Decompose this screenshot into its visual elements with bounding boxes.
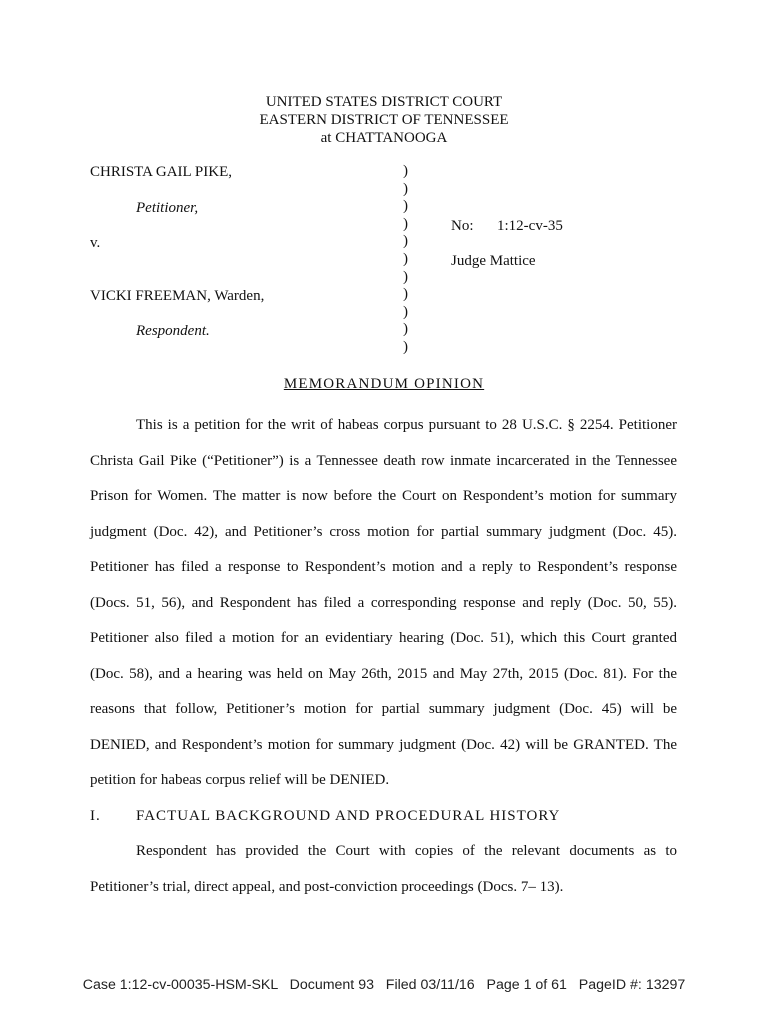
respondent-role: Respondent. [136, 323, 210, 339]
document-title: MEMORANDUM OPINION [283, 376, 485, 392]
court-division: at CHATTANOOGA [320, 130, 448, 146]
case-number-label: No: [451, 218, 474, 234]
paragraph: This is a petition for the writ of habeas corpus pursuant to 28 U.S.C. § 2254. Petitioner Christa Gail Pike (“Petitioner”) is a Tennessee death row inmate incarcerated in the Tennessee Prison for Women. The matter is now before the Court on Respondent’s motion for summary judgment (Doc. 42), and Petitioner’s cross motion for partial summary judgment (Doc. 45). Petitioner has filed a response to Respondent’s motion and a reply to Respondent’s response (Docs. 51, 56), and Respondent has filed a corresponding response and reply (Doc. 50, 55). Petitioner also filed a motion for an evidentiary hearing (Doc. 51), which this Court granted (Doc. 58), and a hearing was held on May 26th, 2015 and May 27th, 2015 (Doc. 81). For the reasons that follow, Petitioner’s motion for partial summary judgment (Doc. 45) will be DENIED, and Respondent’s motion for summary judgment (Doc. 42) will be GRANTED. The petition for habeas corpus relief will be DENIED. [90, 417, 677, 788]
paren: ) [403, 321, 408, 338]
section-number: I. [90, 807, 101, 824]
court-header [0, 93, 768, 147]
paren: ) [403, 303, 408, 320]
paren: ) [403, 163, 408, 179]
case-number: 1:12-cv-35 [497, 218, 563, 234]
paren: ) [403, 338, 408, 355]
versus: v. [90, 235, 101, 251]
paren: ) [403, 268, 408, 285]
paren: ) [403, 233, 408, 250]
opinion-body [90, 408, 677, 905]
section-title: FACTUAL BACKGROUND AND PROCEDURAL HISTORY [136, 807, 561, 824]
petitioner-name: CHRISTA GAIL PIKE, [90, 164, 232, 180]
paren: ) [403, 198, 408, 215]
court-district: EASTERN DISTRICT OF TENNESSEE [259, 112, 509, 128]
judge-name: Judge Mattice [451, 253, 536, 269]
petitioner-role: Petitioner, [136, 200, 199, 216]
paren: ) [403, 180, 408, 197]
court-name: UNITED STATES DISTRICT COURT [265, 94, 503, 110]
section-heading [90, 799, 677, 835]
paren: ) [403, 286, 408, 303]
respondent-name: VICKI FREEMAN, Warden, [90, 288, 265, 304]
paragraph: Respondent has provided the Court with copies of the relevant documents as to Petitioner’s trial, direct appeal, and post-conviction proceedings (Docs. 7– 13). [90, 843, 677, 895]
page-footer: Case 1:12-cv-00035-HSM-SKL Document 93 Filed 03/11/16 Page 1 of 61 PageID #: 13297 [82, 977, 686, 993]
paren: ) [403, 250, 408, 267]
paren: ) [403, 215, 408, 232]
case-number-line [451, 217, 563, 235]
caption-parentheses [403, 163, 413, 357]
